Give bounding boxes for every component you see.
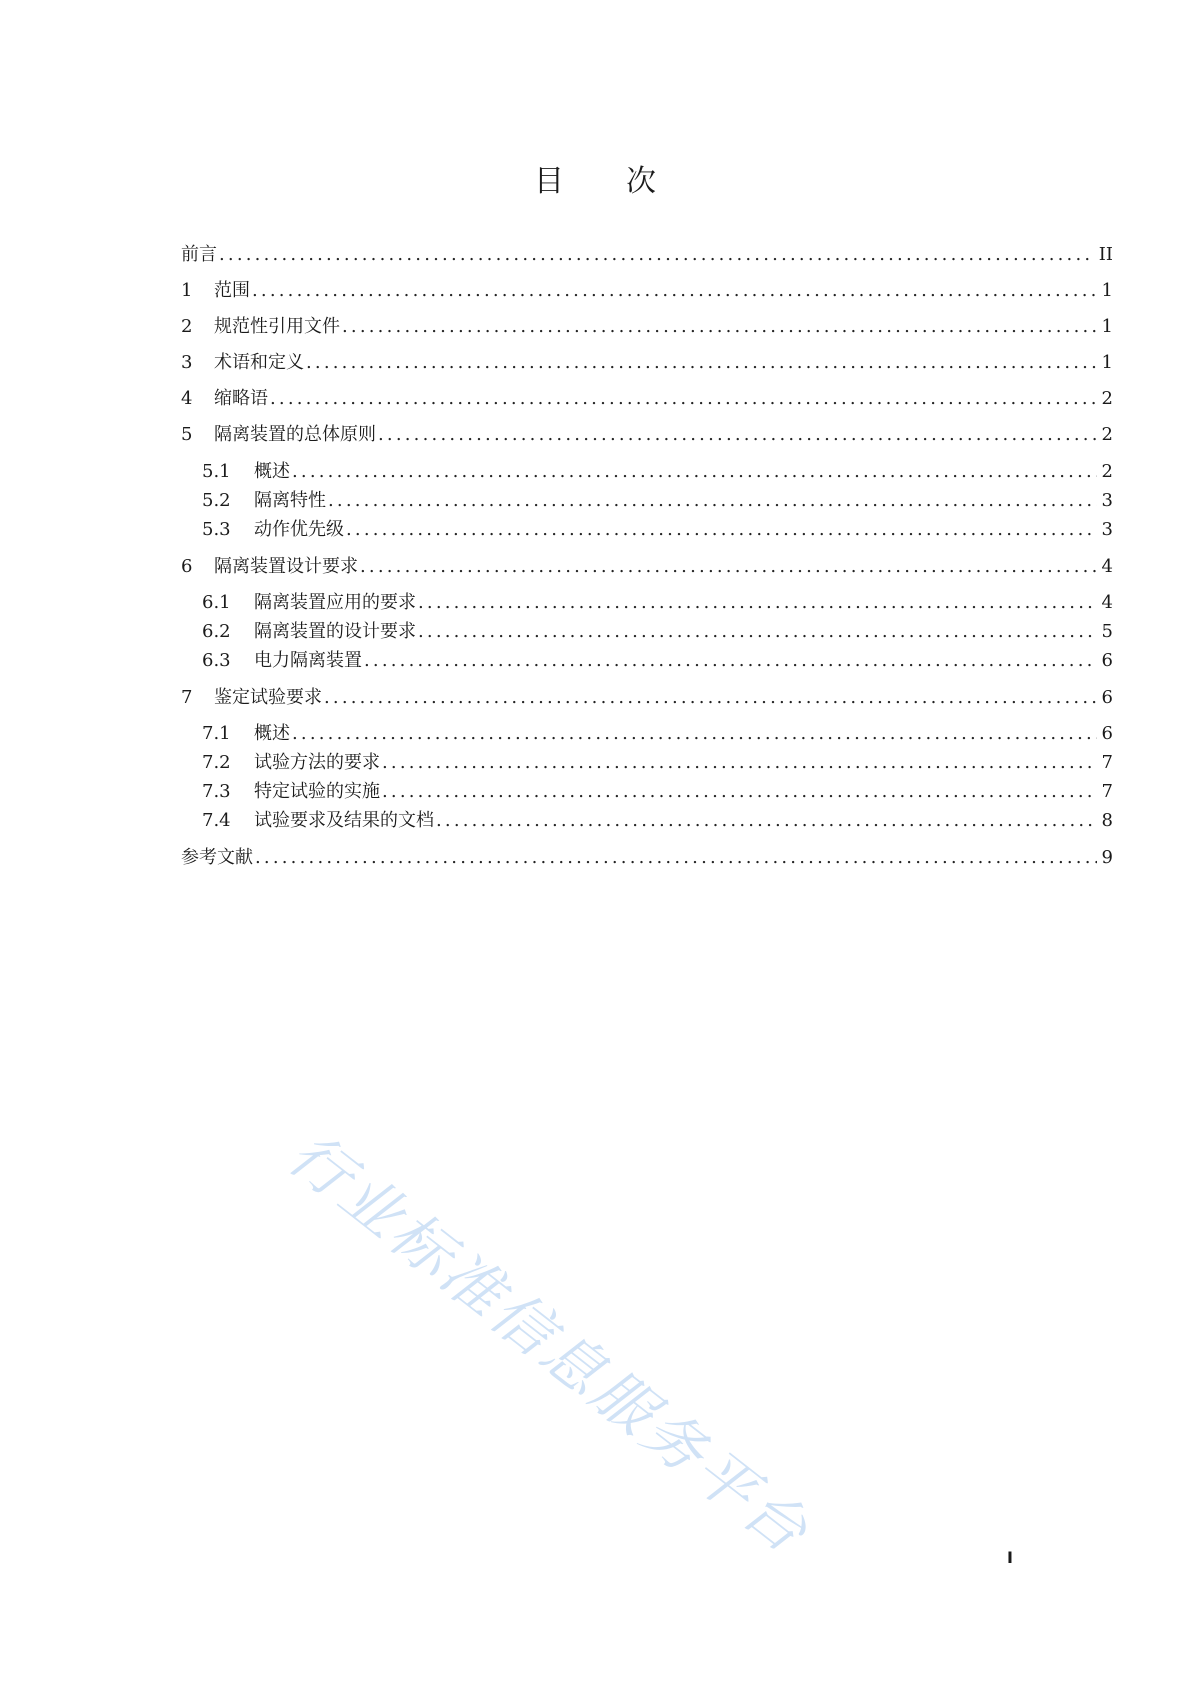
toc-entry-number: 1 [181, 280, 193, 301]
toc-entry-page: 3 [1101, 490, 1113, 511]
toc-leader-dots [292, 461, 1097, 483]
toc-entry-number: 5 [181, 424, 193, 445]
toc-leader-dots [382, 781, 1097, 803]
toc-entry-page: 6 [1101, 723, 1113, 744]
toc-entry[interactable] [202, 646, 1113, 672]
toc-entry-label: 隔离装置的设计要求 [254, 621, 416, 642]
toc-entry[interactable] [202, 515, 1113, 541]
toc-entry[interactable] [181, 420, 1113, 446]
toc-entry-label: 电力隔离装置 [254, 650, 362, 671]
toc-entry-label: 试验要求及结果的文档 [254, 810, 434, 831]
toc-entry-number: 7.4 [202, 810, 231, 831]
page-number: I [1007, 1548, 1013, 1567]
toc-leader-dots [306, 352, 1097, 374]
toc-entry[interactable] [202, 617, 1113, 643]
toc-entry-label: 隔离装置应用的要求 [254, 592, 416, 613]
toc-entry-page: 2 [1101, 461, 1113, 482]
toc-entry-number: 7.3 [202, 781, 231, 802]
toc-entry-label: 参考文献 [181, 847, 253, 868]
toc-entry-number: 6.1 [202, 592, 231, 613]
toc-entry-page: 7 [1101, 781, 1113, 802]
toc-entry[interactable] [181, 276, 1113, 302]
toc-entry-page: 1 [1101, 280, 1113, 301]
toc-leader-dots [342, 316, 1097, 338]
toc-leader-dots [292, 723, 1097, 745]
toc-leader-dots [364, 650, 1097, 672]
toc-entry-label: 动作优先级 [254, 519, 344, 540]
toc-leader-dots [436, 810, 1097, 832]
toc-entry-page: 6 [1101, 650, 1113, 671]
toc-entry-label: 隔离装置设计要求 [214, 556, 358, 577]
toc-entry-label: 试验方法的要求 [254, 752, 380, 773]
toc-leader-dots [418, 592, 1097, 614]
toc-entry[interactable] [181, 552, 1113, 578]
toc-entry[interactable] [181, 384, 1113, 410]
toc-leader-dots [346, 519, 1097, 541]
toc-entry[interactable] [202, 588, 1113, 614]
toc-entry-page: 4 [1101, 592, 1113, 613]
toc-entry[interactable] [202, 719, 1113, 745]
toc-entry-number: 5.3 [202, 519, 231, 540]
toc-entry[interactable] [202, 806, 1113, 832]
toc-entry-page: 8 [1101, 810, 1113, 831]
toc-entry-page: 7 [1101, 752, 1113, 773]
toc-entry-number: 6.3 [202, 650, 231, 671]
toc-entry-label: 规范性引用文件 [214, 316, 340, 337]
toc-leader-dots [382, 752, 1097, 774]
toc-entry[interactable] [202, 457, 1113, 483]
toc-entry-page: 2 [1101, 424, 1113, 445]
toc-leader-dots [328, 490, 1097, 512]
toc-entry-page: 5 [1101, 621, 1113, 642]
toc-entry-number: 6.2 [202, 621, 231, 642]
toc-entry-number: 2 [181, 316, 193, 337]
toc-entry-page: 1 [1101, 316, 1113, 337]
toc-entry-label: 特定试验的实施 [254, 781, 380, 802]
toc-entry-number: 5.2 [202, 490, 231, 511]
toc-entry[interactable] [181, 683, 1113, 709]
toc-entry-label: 前言 [181, 244, 217, 265]
toc-entry[interactable] [181, 312, 1113, 338]
toc-entry-label: 范围 [214, 280, 250, 301]
toc-entry-page: 3 [1101, 519, 1113, 540]
toc-leader-dots [324, 687, 1097, 709]
toc-entry-label: 概述 [254, 723, 290, 744]
toc-entry[interactable] [181, 240, 1113, 266]
title-char-2: 次 [626, 164, 656, 199]
toc-leader-dots [270, 388, 1097, 410]
toc-entry-page: 1 [1101, 352, 1113, 373]
toc-entry-number: 7.1 [202, 723, 231, 744]
toc-entry-page: 9 [1101, 847, 1113, 868]
toc-entry[interactable] [181, 843, 1113, 869]
toc-entry[interactable] [181, 348, 1113, 374]
toc-leader-dots [252, 280, 1097, 302]
toc-leader-dots [418, 621, 1097, 643]
toc-entry-label: 隔离装置的总体原则 [214, 424, 376, 445]
toc-leader-dots [360, 556, 1097, 578]
toc-entry-number: 4 [181, 388, 193, 409]
toc-entry[interactable] [202, 748, 1113, 774]
toc-entry-number: 6 [181, 556, 193, 577]
toc-entry-label: 缩略语 [214, 388, 268, 409]
toc-entry[interactable] [202, 777, 1113, 803]
toc-entry-page: 4 [1101, 556, 1113, 577]
toc-entry-label: 概述 [254, 461, 290, 482]
title-char-1: 目 [534, 164, 564, 199]
toc-entry-number: 7.2 [202, 752, 231, 773]
toc-entry-label: 隔离特性 [254, 490, 326, 511]
toc-entry-label: 术语和定义 [214, 352, 304, 373]
toc-entry-page: 2 [1101, 388, 1113, 409]
toc-leader-dots [255, 847, 1097, 869]
toc-entry-number: 3 [181, 352, 193, 373]
page-title [0, 156, 1190, 200]
toc-entry-number: 5.1 [202, 461, 231, 482]
toc-entry-page: 6 [1101, 687, 1113, 708]
toc-entry-page: II [1098, 244, 1113, 265]
toc-leader-dots [219, 244, 1095, 266]
watermark: 行业标准信息服务平台 [275, 1119, 823, 1569]
toc-entry-label: 鉴定试验要求 [214, 687, 322, 708]
toc-leader-dots [378, 424, 1097, 446]
toc-entry[interactable] [202, 486, 1113, 512]
toc-entry-number: 7 [181, 687, 193, 708]
